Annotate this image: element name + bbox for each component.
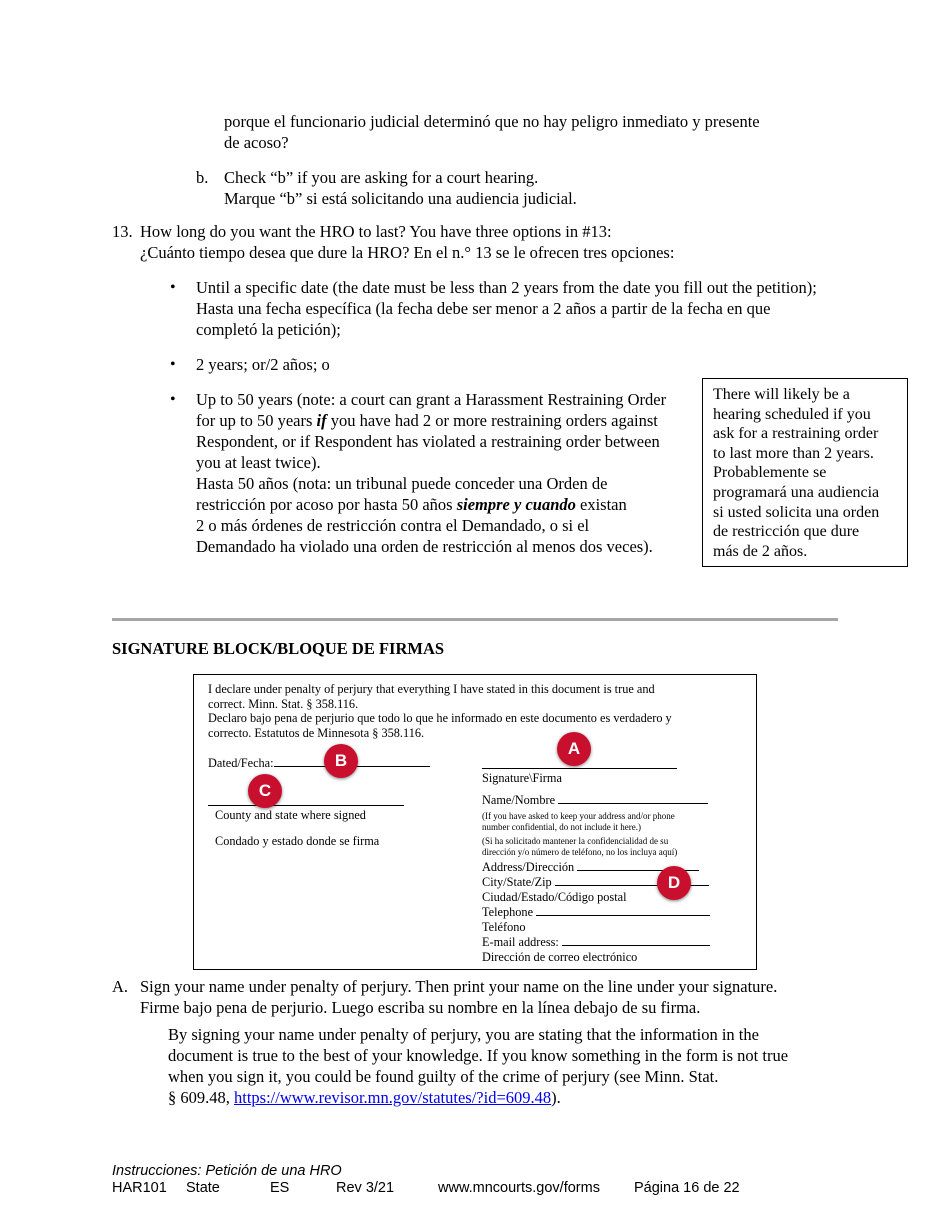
text-run: for up to 50 years	[196, 411, 317, 430]
item-a-marker: A.	[112, 977, 129, 996]
item-13-es: ¿Cuánto tiempo desea que dure la HRO? En el n.° 13 se le ofrecen tres opciones:	[140, 243, 675, 262]
county-label-es: Condado y estado donde se firma	[215, 834, 380, 848]
footer-website: www.mncourts.gov/forms	[438, 1180, 600, 1196]
email-label-es: Dirección de correo electrónico	[482, 950, 638, 964]
item-13-text	[140, 221, 674, 263]
city-label-es: Ciudad/Estado/Código postal	[482, 890, 627, 904]
name-label: Name/Nombre	[482, 793, 556, 807]
dated-field	[208, 756, 430, 771]
item-13-number: 13.	[112, 222, 133, 241]
statute-link[interactable]: https://www.revisor.mn.gov/statutes/?id=609.48	[234, 1088, 552, 1107]
confidential-note	[482, 811, 677, 858]
callout-b-badge: B	[324, 744, 358, 778]
callout-a-badge: A	[557, 732, 591, 766]
emphasis-siempre: siempre y cuando	[456, 495, 576, 514]
perjury-explanation	[168, 1024, 848, 1108]
continuation-line-1: porque el funcionario judicial determinó que no hay peligro inmediato y presente	[224, 112, 760, 131]
signature-block-sample	[193, 674, 757, 970]
declaration	[208, 682, 748, 740]
name-line	[558, 803, 708, 804]
bullet-3-line: Hasta 50 años (nota: un tribunal puede conceder una Orden de	[196, 474, 608, 493]
bullet-icon: •	[170, 279, 176, 296]
bullet-1-line: Until a specific date (the date must be less than 2 years from the date you fill out the petition);	[196, 278, 817, 297]
bullet-3-line: Up to 50 years (note: a court can grant a Harassment Restraining Order	[196, 390, 667, 409]
bullet-3-line: you at least twice).	[196, 453, 321, 472]
note-line: There will likely be a	[713, 386, 850, 403]
item-13-en: How long do you want the HRO to last? You have three options in #13:	[140, 222, 612, 241]
item-b-es: Marque “b” si está solicitando una audiencia judicial.	[224, 189, 577, 208]
bullet-icon: •	[170, 391, 176, 408]
explanation-line	[168, 1087, 848, 1108]
text-run: you have had 2 or more restraining orders against	[326, 411, 658, 430]
email-line	[562, 945, 710, 946]
bullet-3-line	[196, 410, 696, 431]
footer-title: Instrucciones: Petición de una HRO	[112, 1163, 342, 1179]
note-line: programará una audiencia	[713, 483, 880, 501]
signature-line	[482, 768, 677, 769]
email-field	[482, 935, 710, 950]
declaration-line: correcto. Estatutos de Minnesota § 358.116.	[208, 725, 425, 740]
county-line	[208, 805, 404, 806]
bullet-3-line	[196, 494, 696, 515]
note-line: number confidential, do not include it here.)	[482, 822, 641, 832]
dated-label: Dated/Fecha:	[208, 756, 274, 770]
footer-state: State	[186, 1180, 220, 1196]
continuation-line-2: de acoso?	[224, 133, 289, 152]
bullet-3-line: Demandado ha violado una orden de restricción al menos dos veces).	[196, 537, 653, 556]
telephone-field	[482, 905, 710, 920]
hearing-note-box	[702, 378, 908, 567]
note-line: ask for a restraining order	[713, 425, 879, 443]
callout-d-badge: D	[657, 866, 691, 900]
bullet-1	[196, 277, 856, 340]
bullet-icon: •	[170, 356, 176, 373]
bullet-1-line: completó la petición);	[196, 320, 341, 339]
signature-block-heading: SIGNATURE BLOCK/BLOQUE DE FIRMAS	[112, 639, 445, 658]
text-run: ).	[551, 1088, 561, 1107]
section-divider	[112, 618, 838, 621]
declaration-line: I declare under penalty of perjury that everything I have stated in this document is true and	[208, 682, 655, 696]
note-line: (Si ha solicitado mantener la confidencialidad de su	[482, 836, 669, 846]
footer-form-id: HAR101	[112, 1180, 167, 1196]
name-field	[482, 793, 708, 808]
item-b-en: Check “b” if you are asking for a court hearing.	[224, 168, 539, 187]
address-label: Address/Dirección	[482, 860, 575, 874]
item-a-text	[140, 976, 840, 1018]
signature-label: Signature\Firma	[482, 771, 562, 785]
note-line: hearing scheduled if you	[713, 405, 871, 423]
item-b-text	[224, 167, 577, 209]
county-label-en: County and state where signed	[215, 808, 366, 822]
continuation-text	[224, 111, 760, 153]
text-run: § 609.48,	[168, 1088, 234, 1107]
email-label: E-mail address:	[482, 935, 559, 949]
footer-page-number: Página 16 de 22	[634, 1180, 740, 1196]
note-line: dirección y/o número de teléfono, no los incluya aquí)	[482, 847, 678, 857]
explanation-line: document is true to the best of your knowledge. If you know something in the form is not true	[168, 1046, 789, 1065]
emphasis-if: if	[316, 411, 327, 430]
note-line: más de 2 años.	[713, 542, 808, 560]
bullet-2: 2 years; or/2 años; o	[196, 355, 330, 374]
item-b-marker: b.	[196, 168, 209, 187]
item-a-en: Sign your name under penalty of perjury. Then print your name on the line under your signature.	[140, 977, 778, 996]
telefono-label: Teléfono	[482, 920, 526, 934]
city-label: City/State/Zip	[482, 875, 552, 889]
note-line: to last more than 2 years.	[713, 444, 874, 462]
note-line: si usted solicita una orden	[713, 503, 880, 521]
telephone-label: Telephone	[482, 905, 534, 919]
bullet-3-line: 2 o más órdenes de restricción contra el Demandado, o si el	[196, 516, 590, 535]
footer-revision: Rev 3/21	[336, 1180, 395, 1196]
bullet-1-line: Hasta una fecha específica (la fecha debe ser menor a 2 años a partir de la fecha en que	[196, 299, 771, 318]
explanation-line: By signing your name under penalty of perjury, you are stating that the information in the	[168, 1025, 759, 1044]
callout-c-badge: C	[248, 774, 282, 808]
declaration-line: Declaro bajo pena de perjurio que todo lo que he informado en este documento es verdadero y	[208, 711, 672, 725]
declaration-line: correct. Minn. Stat. § 358.116.	[208, 696, 359, 711]
text-run: existan	[575, 495, 627, 514]
bullet-3-line: Respondent, or if Respondent has violated a restraining order between	[196, 432, 660, 451]
text-run: restricción por acoso por hasta 50 años	[196, 495, 457, 514]
note-line: de restricción que dure	[713, 523, 860, 541]
bullet-3	[196, 389, 696, 557]
item-a-es: Firme bajo pena de perjurio. Luego escriba su nombre en la línea debajo de su firma.	[140, 998, 701, 1017]
note-line: Probablemente se	[713, 464, 827, 482]
explanation-line: when you sign it, you could be found guilty of the crime of perjury (see Minn. Stat.	[168, 1067, 719, 1086]
telephone-line	[536, 915, 710, 916]
note-line: (If you have asked to keep your address and/or phone	[482, 811, 675, 821]
footer-language: ES	[270, 1180, 290, 1196]
